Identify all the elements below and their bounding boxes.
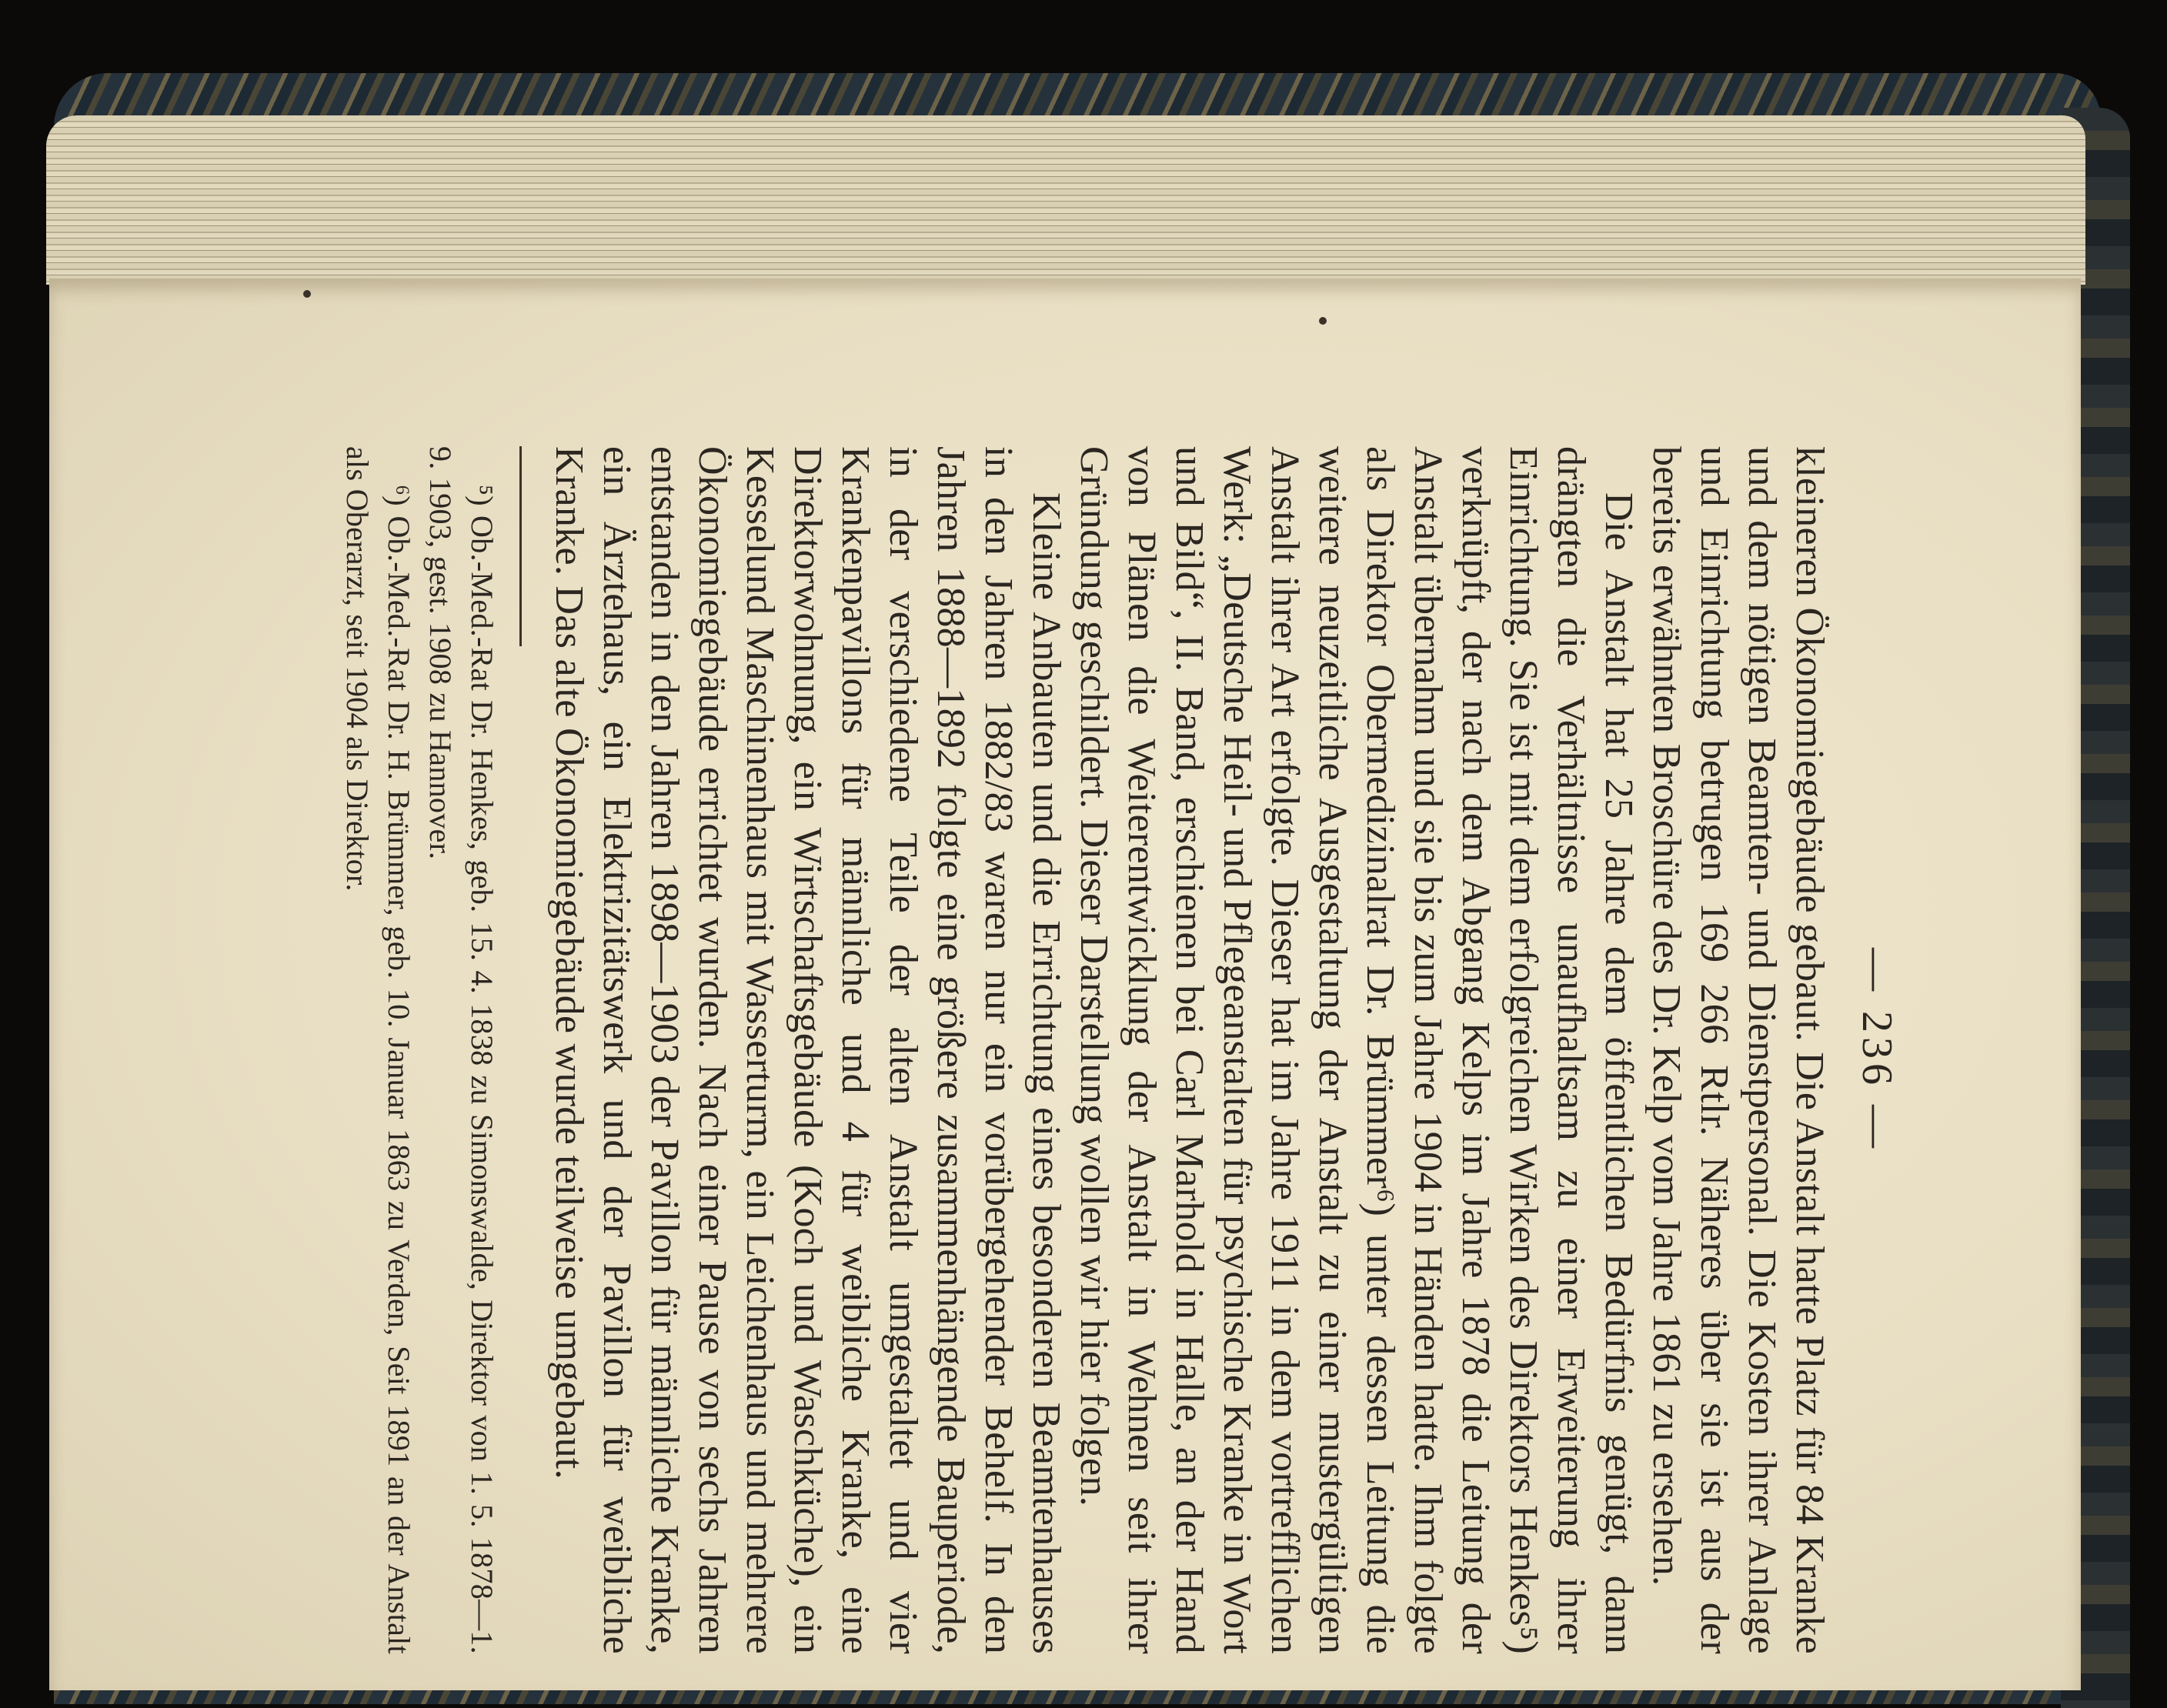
paragraph-1: kleineren Ökonomiegebäude gebaut. Die Anstalt hatte Platz für 84 Kranke und dem nötigen Beamten- und Dienstpersonal. Die Kosten ihrer Anlage und Einrichtung betrugen 169 266 Rtlr. Näheres über sie ist aus der bereits erwähnten Broschüre des Dr. Kelp vom Jahre 1861 zu ersehen. — [1644, 446, 1831, 1654]
paragraph-2: Die Anstalt hat 25 Jahre dem öffentlichen Bedürfnis genügt, dann drängten die Verhältnisse unaufhaltsam zu einer Erweiterung ihrer Einrichtung. Sie ist mit dem erfolgreichen Wirken des Direktors Henkes⁵) verknüpft, der nach dem Abgang Kelps im Jahre 1878 die Leitung der Anstalt übernahm und sie bis zum Jahre 1904 in Händen hatte. Ihm folgte als Direktor Obermedizinalrat Dr. Brümmer⁶) unter dessen Leitung die weitere neuzeitliche Ausgestaltung der Anstalt zu einer mustergültigen Anstalt ihrer Art erfolgte. Dieser hat im Jahre 1911 in dem vortrefflichen Werk: „Deutsche Heil- und Pflegeanstalten für psychische Kranke in Wort und Bild“, II. Band, erschienen bei Carl Marhold in Halle, an der Hand von Plänen die Weiterentwicklung der Anstalt in Wehnen seit ihrer Gründung geschildert. Dieser Darstellung wollen wir hier folgen. — [1072, 446, 1641, 1654]
page-text-block — [340, 446, 1901, 1654]
speck — [1319, 317, 1327, 325]
page-number: — 236 — — [1853, 948, 1901, 1153]
page-stack-edges — [46, 115, 2085, 285]
speck — [303, 290, 311, 298]
footnote-5: ⁵) Ob.-Med.-Rat Dr. Henkes, geb. 15. 4. 1838 zu Simonswalde, Direktor von 1. 5. 1878—1. 9. 1903, gest. 1908 zu Hannover. — [423, 446, 499, 1654]
paragraph-3: Kleine Anbauten und die Errichtung eines besonderen Beamtenhauses in den Jahren 1882/83 waren nur ein vorübergehender Behelf. In den Jahren 1888—1892 folgte eine größere zusammenhängende Bauperiode, in der verschiedene Teile der alten Anstalt umgestaltet und vier Krankenpavillons für männliche und 4 für weibliche Kranke, eine Direktorwohnung, ein Wirtschaftsgebäude (Koch und Waschküche), ein Kesselund Maschinenhaus mit Wasserturm, ein Leichenhaus und mehrere Ökonomiegebäude errichtet wurden. Nach einer Pause von sechs Jahren entstanden in den Jahren 1898—1903 der Pavillon für männliche Kranke, ein Ärztehaus, ein Elektrizitätswerk und der Pavillon für weibliche Kranke. Das alte Ökonomiegebäude wurde teilweise umgebaut. — [547, 446, 1068, 1654]
footnote-6: ⁶) Ob.-Med.-Rat Dr. H. Brümmer, geb. 10. Januar 1863 zu Verden, Seit 1891 an der Anstalt als Oberarzt, seit 1904 als Direktor. — [340, 446, 416, 1654]
footnote-divider — [519, 446, 522, 646]
